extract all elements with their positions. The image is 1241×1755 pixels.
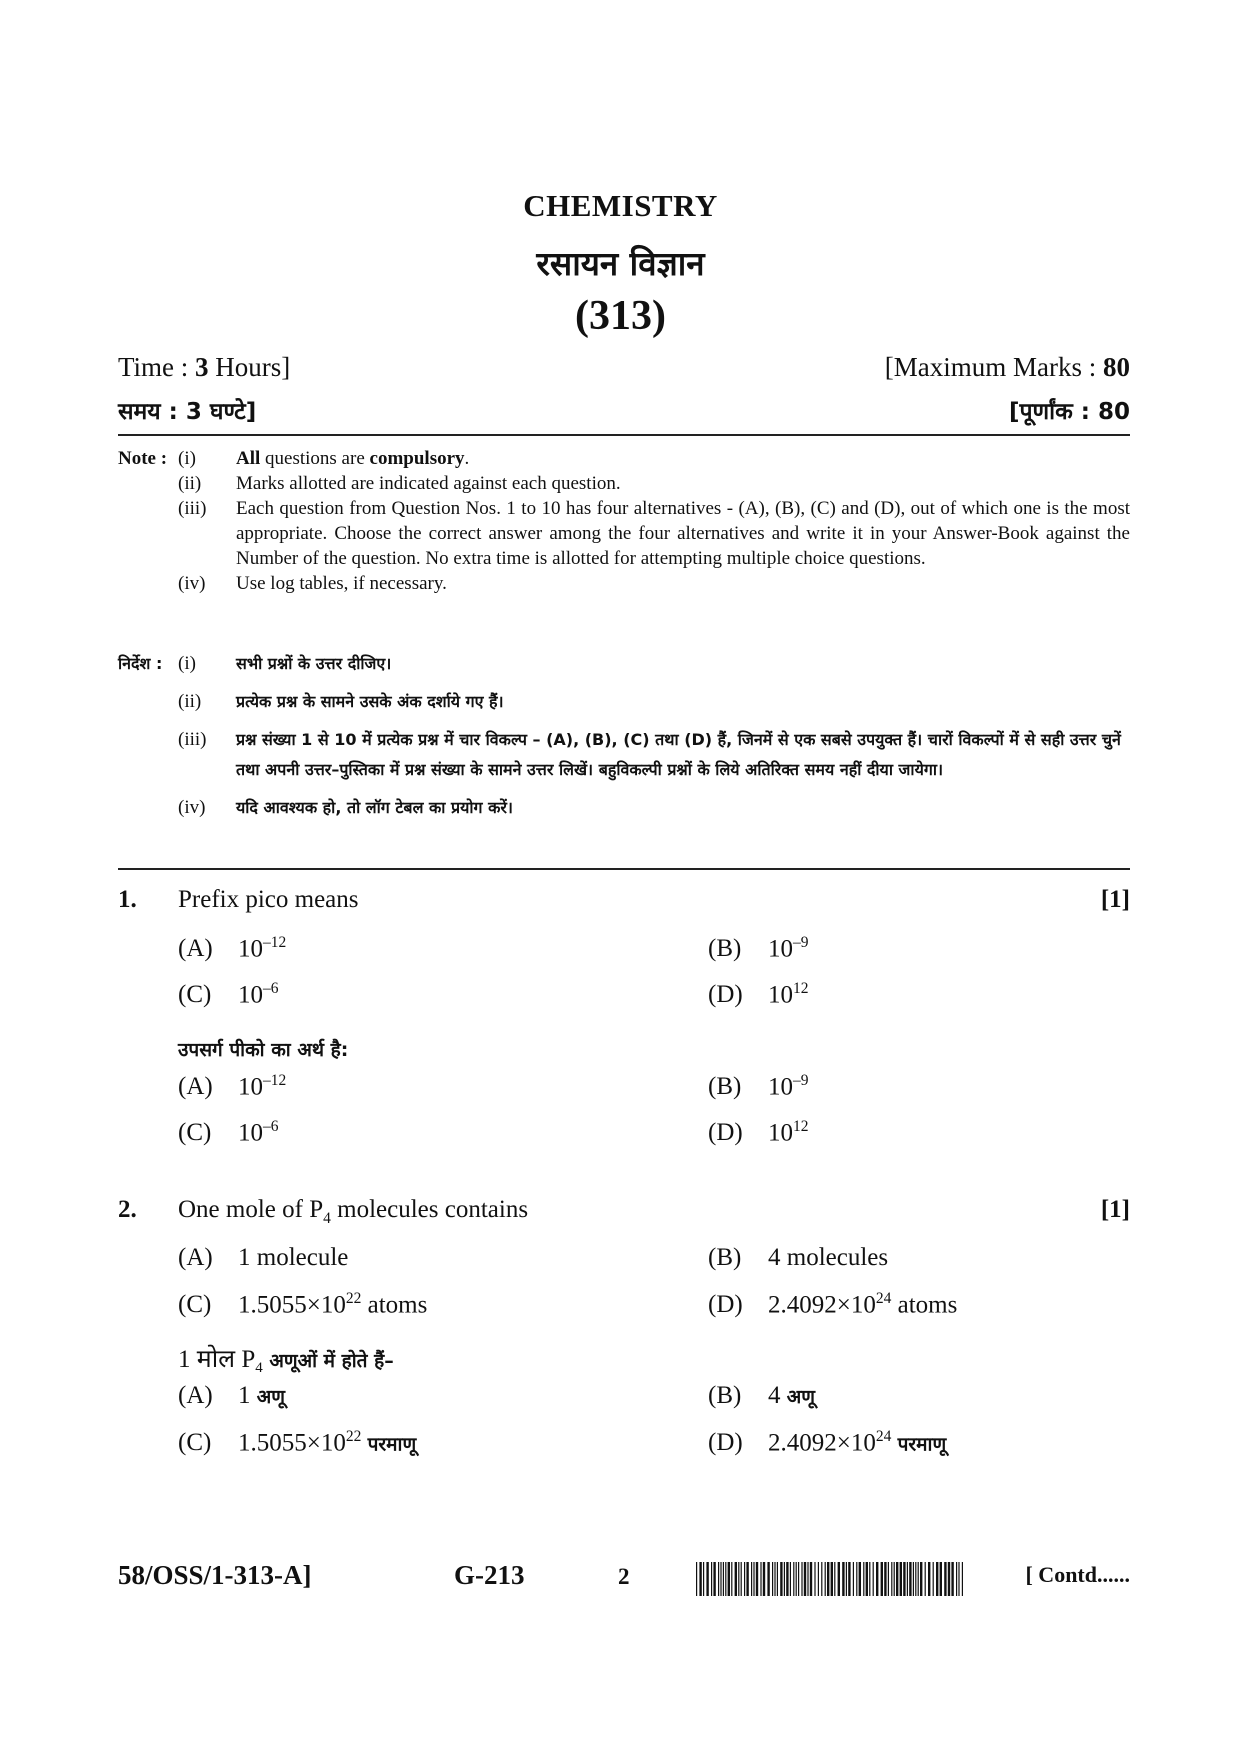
barcode-bar <box>848 1562 850 1596</box>
barcode-bar <box>723 1562 724 1596</box>
barcode-bar <box>842 1562 844 1596</box>
barcode-bar <box>838 1562 840 1596</box>
barcode-bar <box>735 1562 737 1596</box>
barcode-bar <box>933 1562 934 1596</box>
option-a-hindi: (A) $10^{-12}$ <box>178 1072 287 1101</box>
barcode-bar <box>744 1562 745 1596</box>
barcode-bar <box>853 1562 854 1596</box>
question-marks: [1] <box>1100 1196 1130 1223</box>
barcode-bar <box>909 1562 911 1596</box>
barcode-bar <box>798 1562 799 1596</box>
option-d: (D) $2.4092\times 10^{24}$ atoms <box>708 1290 958 1319</box>
barcode-bar <box>720 1562 721 1596</box>
note-lead: Note : <box>118 448 168 469</box>
time-marks-english <box>118 352 1130 383</box>
note-item: (ii) प्रत्येक प्रश्न के सामने उसके अंक दर्शाये गए हैं। <box>178 691 504 712</box>
barcode-bar <box>896 1562 898 1596</box>
barcode-icon <box>696 1562 964 1596</box>
barcode-bar <box>751 1562 752 1596</box>
note-item: (iii) Each question from Question Nos. 1 to 10 has four alternatives - (A), (B), (C) and (D), out of which one is the most appropriate. Choose the correct answer among the four alternatives and write it in your Answer-Book against the Number of the question. No extra time is allotted for attempting multiple choice questions. <box>178 498 1130 569</box>
barcode-bar <box>772 1562 773 1596</box>
subject-title-hindi: रसायन विज्ञान <box>536 244 705 283</box>
barcode-bar <box>763 1562 765 1596</box>
barcode-bar <box>951 1562 953 1596</box>
barcode-bar <box>731 1562 732 1596</box>
barcode-bar <box>818 1562 819 1596</box>
barcode-bar <box>725 1562 726 1596</box>
barcode-bar <box>940 1562 942 1596</box>
barcode-bar <box>784 1562 785 1596</box>
notes-divider <box>118 868 1130 870</box>
barcode-bar <box>774 1562 775 1596</box>
barcode-bar <box>962 1562 963 1596</box>
barcode-bar <box>793 1562 794 1596</box>
barcode-bar <box>786 1562 788 1596</box>
option-row <box>178 1428 1130 1474</box>
barcode-bar <box>810 1562 812 1596</box>
notes-hindi <box>118 649 1130 823</box>
option-b: (B) 4 molecules <box>708 1244 889 1271</box>
note-item: (iv) यदि आवश्यक हो, तो लॉग टेबल का प्रयोग करें। <box>178 797 513 818</box>
barcode-bar <box>827 1562 829 1596</box>
option-row <box>178 1118 1130 1164</box>
barcode-bar <box>891 1562 892 1596</box>
question-header <box>118 886 1130 926</box>
question-text-hindi: 1 मोल $P_4$ अणूओं में होते हैं– <box>178 1346 394 1376</box>
booklet-code: G-213 <box>454 1560 525 1590</box>
barcode-bar <box>856 1562 857 1596</box>
barcode-bar <box>780 1562 782 1596</box>
barcode-bar <box>873 1562 874 1596</box>
question-number: 2. <box>118 1196 137 1223</box>
barcode-bar <box>703 1562 704 1596</box>
option-c: (C) $10^{-6}$ <box>178 980 279 1009</box>
barcode-bar <box>884 1562 886 1596</box>
barcode-bar <box>760 1562 761 1596</box>
barcode-bar <box>741 1562 742 1596</box>
note-lead-hindi: निर्देश : <box>118 654 163 673</box>
option-c-hindi: (C) $1.5055\times 10^{22}$ परमाणू <box>178 1428 417 1457</box>
page-number: 2 <box>618 1564 630 1589</box>
time-marks-hindi <box>118 394 1130 426</box>
barcode-bar <box>777 1562 778 1596</box>
barcode-bar <box>814 1562 815 1596</box>
option-row <box>178 980 1130 1026</box>
continued-label: [ Contd...... <box>1025 1562 1130 1587</box>
barcode-bar <box>936 1562 938 1596</box>
option-d-hindi: (D) $10^{12}$ <box>708 1118 809 1147</box>
barcode-bar <box>869 1562 870 1596</box>
barcode-bar <box>903 1562 905 1596</box>
option-c: (C) $1.5055\times 10^{22}$ atoms <box>178 1290 428 1319</box>
barcode-bar <box>881 1562 883 1596</box>
question-1 <box>118 886 1130 1164</box>
subject-code: (313) <box>575 293 666 339</box>
question-text: Prefix pico means <box>178 886 359 913</box>
question-2 <box>118 1196 1130 1474</box>
barcode-bar <box>804 1562 806 1596</box>
barcode-bar <box>915 1562 916 1596</box>
option-a-hindi: (A) 1 अणू <box>178 1382 286 1409</box>
note-item: Note : (i) All questions are compulsory. <box>118 448 470 469</box>
barcode-bar <box>900 1562 902 1596</box>
barcode-bar <box>866 1562 868 1596</box>
note-item: (ii) Marks allotted are indicated against each question. <box>178 473 621 494</box>
barcode-bar <box>706 1562 708 1596</box>
barcode-bar <box>753 1562 754 1596</box>
barcode-bar <box>944 1562 946 1596</box>
barcode-bar <box>699 1562 701 1596</box>
barcode-bar <box>746 1562 748 1596</box>
option-row <box>178 934 1130 980</box>
barcode-bar <box>846 1562 847 1596</box>
barcode-bar <box>807 1562 808 1596</box>
barcode-bar <box>913 1562 914 1596</box>
barcode-bar <box>918 1562 919 1596</box>
barcode-bar <box>801 1562 802 1596</box>
question-number: 1. <box>118 886 137 913</box>
barcode-bar <box>821 1562 822 1596</box>
barcode-bar <box>956 1562 957 1596</box>
barcode-bar <box>920 1562 922 1596</box>
barcode-bar <box>696 1562 697 1596</box>
barcode-bar <box>796 1562 797 1596</box>
page-footer <box>118 1560 1130 1600</box>
max-marks-hindi: [पूर्णांक : 80 <box>1008 399 1130 425</box>
barcode-bar <box>859 1562 861 1596</box>
barcode-bar <box>718 1562 719 1596</box>
max-marks-english: [Maximum Marks : 80 <box>884 352 1130 382</box>
barcode-bar <box>958 1562 959 1596</box>
note-item: (iv) Use log tables, if necessary. <box>178 573 447 594</box>
barcode-bar <box>925 1562 926 1596</box>
option-d: (D) $10^{12}$ <box>708 980 809 1009</box>
option-row <box>178 1072 1130 1118</box>
barcode-bar <box>831 1562 833 1596</box>
time-hindi: समय : 3 घण्टे] <box>118 399 257 425</box>
option-b-hindi: (B) 4 अणू <box>708 1382 816 1409</box>
barcode-bar <box>790 1562 791 1596</box>
barcode-bar <box>728 1562 730 1596</box>
option-a: (A) $10^{-12}$ <box>178 934 287 963</box>
time-english: Time : 3 Hours] <box>118 352 291 382</box>
barcode-bar <box>876 1562 878 1596</box>
barcode-bar <box>711 1562 712 1596</box>
barcode-bar <box>863 1562 864 1596</box>
subject-title-english: CHEMISTRY <box>523 188 718 223</box>
note-item: (iii) प्रश्न संख्या 1 से 10 में प्रत्येक प्रश्न में चार विकल्प – (A), (B), (C) तथा (D) हैं, जिनमें से एक सबसे उपयुक्त हैं। चारों विकल्पों में से सही उत्तर चुनें तथा अपनी उत्तर–पुस्तिका में प्रश्न संख्या के सामने उत्तर लिखें। बहुविकल्पी प्रश्नों के लिये अतिरिक्त समय नहीं दीया जायेगा। <box>178 729 1121 779</box>
option-c-hindi: (C) $10^{-6}$ <box>178 1118 279 1147</box>
barcode-bar <box>907 1562 908 1596</box>
barcode-bar <box>825 1562 826 1596</box>
barcode-bar <box>738 1562 739 1596</box>
option-b-hindi: (B) $10^{-9}$ <box>708 1072 809 1101</box>
question-marks: [1] <box>1100 886 1130 913</box>
option-a: (A) 1 molecule <box>178 1244 349 1271</box>
barcode-bar <box>834 1562 835 1596</box>
paper-code: 58/OSS/1-313-A] <box>118 1560 312 1590</box>
barcode-bar <box>928 1562 930 1596</box>
barcode-bar <box>713 1562 715 1596</box>
barcode-bar <box>767 1562 769 1596</box>
question-text: One mole of $P_4$ molecules contains <box>178 1196 529 1227</box>
option-row <box>178 1290 1130 1336</box>
barcode-bar <box>894 1562 895 1596</box>
question-header <box>118 1196 1130 1236</box>
option-d-hindi: (D) $2.4092\times 10^{24}$ परमाणू <box>708 1428 947 1457</box>
notes-english <box>118 446 1130 596</box>
option-row <box>178 1382 1130 1428</box>
note-item: निर्देश : (i) सभी प्रश्नों के उत्तर दीजिए। <box>118 649 1130 679</box>
option-b: (B) $10^{-9}$ <box>708 934 809 963</box>
barcode-bar <box>948 1562 950 1596</box>
option-row <box>178 1244 1130 1290</box>
question-text-hindi: उपसर्ग पीको का अर्थ है: <box>178 1039 349 1061</box>
header-divider <box>118 434 1130 436</box>
barcode-bar <box>888 1562 889 1596</box>
barcode-bar <box>756 1562 758 1596</box>
